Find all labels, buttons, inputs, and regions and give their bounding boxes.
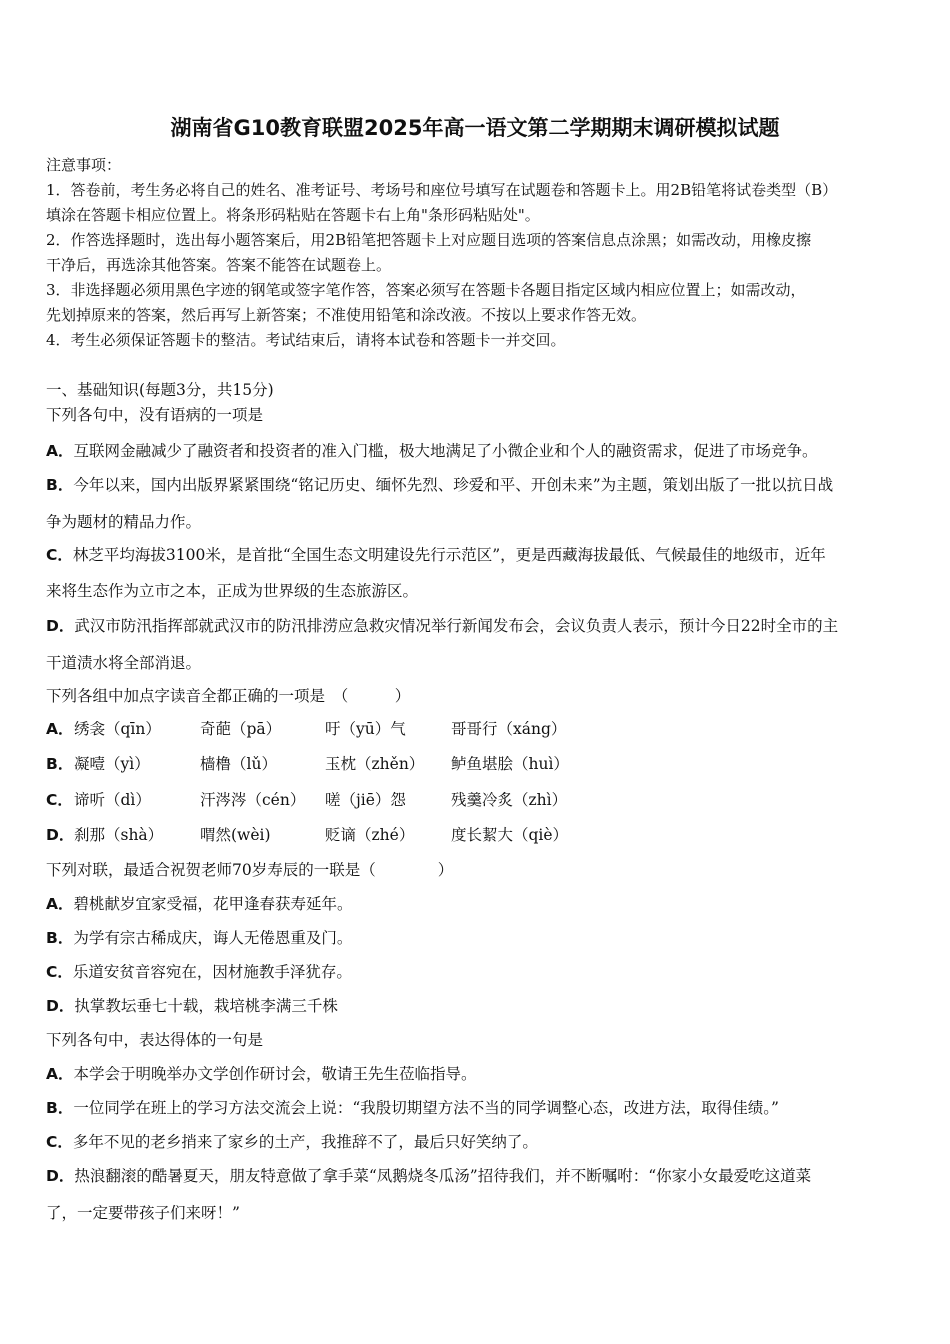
reading-item: 哥哥行（xáng）: [451, 720, 567, 738]
question-stem: 下列对联，最适合祝贺老师70岁寿辰的一联是（ ）: [46, 861, 454, 879]
option-text: 执掌教坛垂七十载，栽培桃李满三千株: [74, 997, 338, 1015]
reading-item: 贬谪（zhé）: [325, 826, 415, 844]
row-label: A．: [46, 720, 74, 738]
reading-item: 喟然(wèi): [200, 826, 271, 844]
reading-item: 度长絜大（qiè）: [451, 826, 569, 844]
reading-item: 樯橹（lǔ）: [200, 755, 277, 773]
option-text: 今年以来，国内出版界紧紧围绕“铭记历史、缅怀先烈、珍爱和平、开创未来”为主题，策划出版了一批以抗日战: [73, 476, 834, 494]
option-label: A．: [46, 895, 74, 913]
option-b: [46, 926, 352, 948]
reading-item: 吁（yū）气: [325, 720, 406, 738]
question-stem: 下列各句中，没有语病的一项是: [46, 406, 264, 424]
option-label: C．: [46, 1133, 73, 1151]
section-heading: 一、基础知识(每题3分，共15分): [46, 381, 274, 399]
option-text: 本学会于明晚举办文学创作研讨会，敬请王先生莅临指导。: [73, 1065, 477, 1083]
notice-line: 先划掉原来的答案，然后再写上新答案；不准使用铅笔和涂改液。不按以上要求作答无效。: [46, 306, 647, 324]
option-label: C．: [46, 963, 73, 981]
option-d: [46, 994, 338, 1016]
option-label: D．: [46, 997, 75, 1015]
reading-item: 残羹冷炙（zhì）: [451, 791, 568, 809]
option-b: [46, 1096, 779, 1118]
option-text: 一位同学在班上的学习方法交流会上说：“我殷切期望方法不当的同学调整心态，改进方法，取得佳绩。”: [73, 1099, 779, 1117]
notice-line: 2．作答选择题时，选出每小题答案后，用2B铅笔把答题卡上对应题目选项的答案信息点涂黑；如需改动，用橡皮擦: [46, 231, 812, 249]
option-text: 碧桃献岁宜家受福，花甲逢春获寿延年。: [73, 895, 353, 913]
notice-line: 1．答卷前，考生务必将自己的姓名、准考证号、考场号和座位号填写在试题卷和答题卡上。用2B铅笔将试卷类型（B）: [46, 181, 838, 199]
page-title: 湖南省G10教育联盟2025年高一语文第二学期期末调研模拟试题: [170, 116, 780, 140]
option-text: 热浪翻滚的酷暑夏天，朋友特意做了拿手菜“凤鹅烧冬瓜汤”招待我们，并不断嘱咐：“你家小女最爱吃这道菜: [74, 1167, 812, 1185]
notice-line: 3．非选择题必须用黑色字迹的钢笔或签字笔作答，答案必须写在答题卡各题目指定区域内相应位置上；如需改动，: [46, 281, 806, 299]
reading-item: 玉枕（zhěn）: [325, 755, 425, 773]
option-label: D．: [46, 617, 75, 635]
option-d-cont: 干道渍水将全部消退。: [46, 654, 202, 672]
option-text: 武汉市防汛指挥部就武汉市的防汛排涝应急救灾情况举行新闻发布会，会议负责人表示，预计今日22时全市的主: [74, 617, 839, 635]
option-label: D．: [46, 1167, 75, 1185]
option-a: [46, 1062, 477, 1084]
question-stem: 下列各句中，表达得体的一句是: [46, 1031, 264, 1049]
reading-item: 汗涔涔（cén）: [200, 791, 306, 809]
reading-item: 嗟（jiē）怨: [325, 791, 406, 809]
notice-line: 4．考生必须保证答题卡的整洁。考试结束后，请将本试卷和答题卡一并交回。: [46, 331, 566, 349]
option-text: 互联网金融减少了融资者和投资者的准入门槛，极大地满足了小微企业和个人的融资需求，促进了市场竞争。: [73, 442, 818, 460]
option-label: A．: [46, 442, 74, 460]
option-c-cont: 来将生态作为立市之本，正成为世界级的生态旅游区。: [46, 582, 419, 600]
option-text: 林芝平均海拔3100米，是首批“全国生态文明建设先行示范区”，更是西藏海拔最低、气候最佳的地级市，近年: [72, 546, 826, 564]
option-d: [46, 614, 838, 636]
row-label: C．: [46, 791, 73, 809]
option-text: 为学有宗古稀成庆，诲人无倦恩重及门。: [73, 929, 353, 947]
option-label: B．: [46, 1099, 74, 1117]
option-a: [46, 892, 353, 914]
option-c: [46, 543, 826, 565]
row-label: D．: [46, 826, 75, 844]
option-c: [46, 960, 352, 982]
notice-line: 填涂在答题卡相应位置上。将条形码粘贴在答题卡右上角"条形码粘贴处"。: [46, 206, 540, 224]
question-stem: 下列各组中加点字读音全都正确的一项是 （ ）: [46, 687, 411, 705]
option-c: [46, 1130, 538, 1152]
reading-item: 刹那（shà）: [74, 826, 164, 844]
option-d: [46, 1164, 811, 1186]
reading-item: 绣衾（qīn）: [74, 720, 161, 738]
reading-item: 奇葩（pā）: [200, 720, 282, 738]
notice-heading: 注意事项：: [46, 156, 122, 174]
option-d-cont: 了，一定要带孩子们来呀！”: [46, 1204, 240, 1222]
option-b-cont: 争为题材的精品力作。: [46, 513, 202, 531]
option-text: 多年不见的老乡捎来了家乡的土产，我推辞不了，最后只好笑纳了。: [72, 1133, 538, 1151]
reading-item: 谛听（dì）: [74, 791, 151, 809]
option-label: B．: [46, 929, 74, 947]
reading-item: 凝噎（yì）: [74, 755, 150, 773]
option-label: A．: [46, 1065, 74, 1083]
option-a: [46, 439, 818, 461]
option-label: C．: [46, 546, 73, 564]
option-text: 乐道安贫音容宛在，因材施教手泽犹存。: [72, 963, 352, 981]
row-label: B．: [46, 755, 74, 773]
reading-item: 鲈鱼堪脍（huì）: [451, 755, 569, 773]
option-b: [46, 473, 833, 495]
option-label: B．: [46, 476, 74, 494]
notice-line: 干净后，再选涂其他答案。答案不能答在试题卷上。: [46, 256, 392, 274]
